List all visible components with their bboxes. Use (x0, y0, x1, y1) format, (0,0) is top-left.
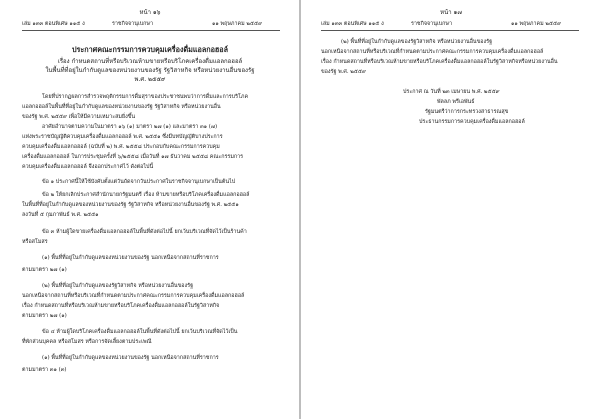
sub-clause: (๒) พื้นที่ที่อยู่ในกำกับดูแลของรัฐวิสาหกิจ หรือหน่วยงานอื่นของรัฐ (341, 39, 493, 45)
header-rule (22, 30, 280, 31)
clause-2: ข้อ ๒ ให้ยกเลิกประกาศสำนักนายกรัฐมนตรี เรื่อง ห้ามขายหรือบริโภคเครื่องดื่มแอลกอฮอล์ (42, 192, 250, 198)
body-line: นอกเหนือจากสถานที่หรือบริเวณที่กำหนดตามประกาศคณะกรรมการควบคุมเครื่องดื่มแอลกอฮอล์ (22, 293, 245, 299)
document-title: ประกาศคณะกรรมการควบคุมเครื่องดื่มแอลกอฮอล์ (71, 45, 229, 54)
body-line: ของรัฐ พ.ศ. ๒๕๕๙ (321, 69, 366, 75)
header-volume: เล่ม ๑๓๓ ตอนพิเศษ ๑๑๕ ง (321, 21, 384, 27)
body-line: แห่งพระราชบัญญัติควบคุมเครื่องดื่มแอลกอฮอล์ พ.ศ. ๒๕๕๑ ซึ่งมีบทบัญญัติบางประการ (22, 134, 223, 140)
body-line: นอกเหนือจากสถานที่หรือบริเวณที่กำหนดตามประกาศคณะกรรมการควบคุมเครื่องดื่มแอลกอฮอล์ (321, 49, 544, 55)
body-line: ตามมาตรา ๒๗ (๑) (22, 267, 67, 273)
body-line: เรื่อง กำหนดสถานที่หรือบริเวณห้ามขายหรือบริโภคเครื่องดื่มแอลกอฮอล์ในรัฐวิสาหกิจหรือหน่วยงานอื่น (321, 59, 558, 65)
signatory-title: รัฐมนตรีว่าการกระทรวงสาธารณสุข (425, 109, 509, 115)
page-number: หน้า ๑๗ (440, 9, 462, 16)
subject-line: เรื่อง กำหนดสถานที่หรือบริเวณห้ามขายหรือบริโภคเครื่องดื่มแอลกอฮอล์ (57, 58, 243, 65)
body-line: ตามมาตรา ๒๗ (๑) (22, 313, 67, 319)
header-date: ๑๑ พฤษภาคม ๒๕๕๙ (511, 21, 562, 27)
page-number: หน้า ๑๖ (139, 9, 161, 16)
signatory-name: พัลลภ พรีเอพันธ์ (437, 99, 475, 105)
sub-clause: (๑) พื้นที่ที่อยู่ในกำกับดูแลของหน่วยงานของรัฐ นอกเหนือจากสถานที่ราชการ (42, 355, 219, 361)
header-gazette: ราชกิจจานุเบกษา (411, 21, 452, 27)
signatory-role: ประธานกรรมการควบคุมเครื่องดื่มแอลกอฮอล์ (419, 119, 525, 125)
sub-clause: (๒) พื้นที่ที่อยู่ในกำกับดูแลของรัฐวิสาหกิจ หรือหน่วยงานอื่นของรัฐ (42, 283, 194, 289)
body-line: ของรัฐ พ.ศ. ๒๕๕๙ เพื่อให้มีความเหมาะสมยิ่งขึ้น (22, 114, 136, 120)
body-line: แอลกอฮอล์ในพื้นที่ที่อยู่ในกำกับดูแลของหน่วยงานของรัฐ รัฐวิสาหกิจ หรือหน่วยงานอื่น (22, 104, 221, 110)
sub-clause: (๑) พื้นที่ที่อยู่ในกำกับดูแลของหน่วยงานของรัฐ นอกเหนือจากสถานที่ราชการ (42, 255, 219, 261)
header-date: ๑๑ พฤษภาคม ๒๕๕๙ (212, 21, 263, 27)
body-line: ลงวันที่ ๕ กุมภาพันธ์ พ.ศ. ๒๕๕๑ (22, 212, 99, 218)
header-volume: เล่ม ๑๓๓ ตอนพิเศษ ๑๑๕ ง (22, 21, 85, 27)
body-line: อาศัยอำนาจตามความในมาตรา ๑๖ (๑) มาตรา ๒๗ (๑) และมาตรา ๓๑ (๗) (42, 124, 218, 130)
body-line: เครื่องดื่มแอลกอฮอล์ ในการประชุมครั้งที่ ๖/๒๕๕๘ เมื่อวันที่ ๑๗ ธันวาคม ๒๕๕๘ คณะกรรมการ (22, 154, 244, 160)
subject-line: พ.ศ. ๒๕๕๙ (134, 76, 166, 83)
body-line: ที่พักส่วนบุคคล หรือสโมสร หรือการจัดเลี้ยงตามประเพณี (22, 339, 152, 345)
issue-date: ประกาศ ณ วันที่ ๒๓ เมษายน พ.ศ. ๒๕๕๙ (403, 89, 500, 95)
right-page (301, 0, 600, 419)
clause-1: ข้อ ๑ ประกาศนี้ให้ใช้บังคับตั้งแต่วันถัดจากวันประกาศในราชกิจจานุเบกษาเป็นต้นไป (42, 179, 236, 185)
body-line: ควบคุมเครื่องดื่มแอลกอฮอล์ จึงออกประกาศไว้ ดังต่อไปนี้ (22, 164, 154, 170)
body-line: ในพื้นที่ที่อยู่ในกำกับดูแลของหน่วยงานของรัฐ รัฐวิสาหกิจ หรือหน่วยงานอื่นของรัฐ พ.ศ. ๒๕๕๑ (22, 202, 239, 208)
subject-line: ในพื้นที่ที่อยู่ในกำกับดูแลของหน่วยงานของรัฐ รัฐวิสาหกิจ หรือหน่วยงานอื่นของรัฐ (45, 67, 255, 74)
body-line: โดยที่ปรากฏผลการสำรวจพฤติกรรมการดื่มสุราของประชาชนพบว่าการดื่มและการบริโภค (42, 94, 249, 100)
header-gazette: ราชกิจจานุเบกษา (112, 21, 153, 27)
clause-3: ข้อ ๓ ห้ามผู้ใดขายเครื่องดื่มแอลกอฮอล์ในพื้นที่ดังต่อไปนี้ ยกเว้นบริเวณที่จัดไว้เป็นร้านค้า (42, 229, 247, 235)
body-line: หรือสโมสร (22, 239, 48, 245)
left-page (0, 0, 299, 419)
body-line: ควบคุมเครื่องดื่มแอลกอฮอล์ (ฉบับที่ ๒) พ.ศ. ๒๕๕๘ ประกอบกับคณะกรรมการควบคุม (22, 144, 220, 150)
clause-4: ข้อ ๔ ห้ามผู้ใดบริโภคเครื่องดื่มแอลกอฮอล์ในพื้นที่ดังต่อไปนี้ ยกเว้นบริเวณที่จัดไว้เป็น (42, 329, 238, 335)
body-line: เรื่อง กำหนดสถานที่หรือบริเวณห้ามขายหรือบริโภคเครื่องดื่มแอลกอฮอล์ในรัฐวิสาหกิจ (22, 303, 220, 309)
body-line: ตามมาตรา ๓๑ (๓) (22, 367, 67, 373)
header-rule (321, 30, 579, 31)
